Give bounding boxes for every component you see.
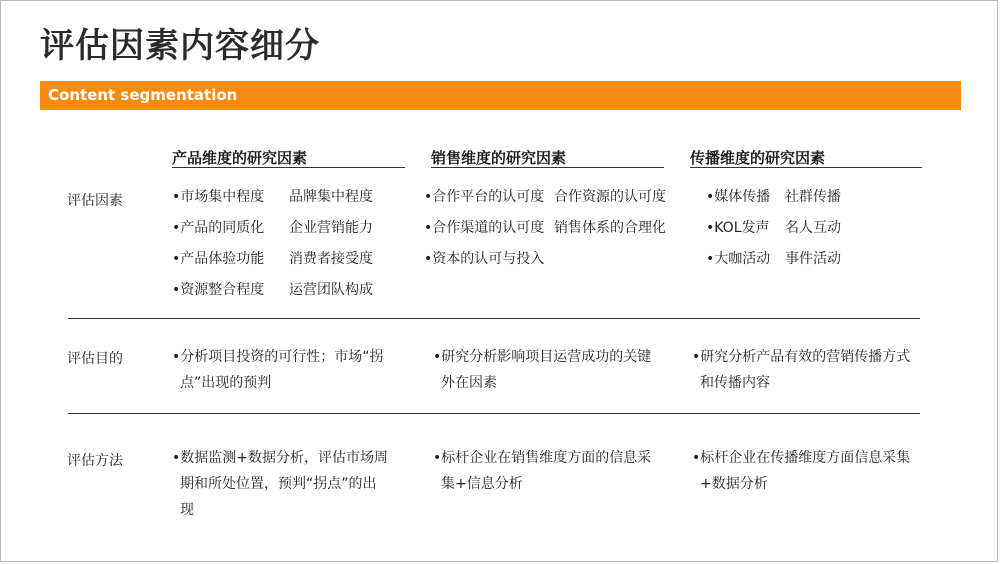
list-item: •KOL发声 名人互动 xyxy=(706,220,841,236)
row-divider xyxy=(68,413,920,414)
column-header-product: 产品维度的研究因素 xyxy=(172,147,405,168)
list-item: •产品体验功能 消费者接受度 xyxy=(172,251,373,267)
page-title: 评估因素内容细分 xyxy=(40,26,320,66)
row-label-purpose: 评估目的 xyxy=(67,351,123,367)
factors-communication-cell xyxy=(706,184,841,272)
factors-sales-cell xyxy=(424,184,666,272)
purpose-product-cell: •分析项目投资的可行性；市场“拐 点”出现的预判 xyxy=(172,349,384,391)
list-item: •资本的认可与投入 xyxy=(424,251,545,267)
banner-text: Content segmentation xyxy=(48,86,238,104)
column-header-sales: 销售维度的研究因素 xyxy=(431,147,664,168)
list-item: •媒体传播 社群传播 xyxy=(706,189,841,205)
section-banner xyxy=(40,81,961,110)
list-item: •市场集中程度 品牌集中程度 xyxy=(172,189,373,205)
column-header-communication: 传播维度的研究因素 xyxy=(690,147,922,168)
method-product-cell: •数据监测+数据分析，评估市场周 期和所处位置，预判“拐点”的出 现 xyxy=(172,450,388,518)
list-item: •产品的同质化 企业营销能力 xyxy=(172,220,373,236)
list-item: •大咖活动 事件活动 xyxy=(706,251,841,267)
factors-product-cell xyxy=(172,184,373,303)
row-label-factors: 评估因素 xyxy=(67,193,123,209)
list-item: •资源整合程度 运营团队构成 xyxy=(172,282,373,298)
method-sales-cell: •标杆企业在销售维度方面的信息采 集+信息分析 xyxy=(433,450,652,492)
method-communication-cell: •标杆企业在传播维度方面信息采集 +数据分析 xyxy=(692,450,911,492)
list-item: •合作平台的认可度 合作资源的认可度 xyxy=(424,189,666,205)
purpose-communication-cell: •研究分析产品有效的营销传播方式 和传播内容 xyxy=(692,349,911,391)
purpose-sales-cell: •研究分析影响项目运营成功的关键 外在因素 xyxy=(433,349,652,391)
row-divider xyxy=(68,318,920,319)
row-label-method: 评估方法 xyxy=(67,453,123,469)
list-item: •合作渠道的认可度 销售体系的合理化 xyxy=(424,220,666,236)
